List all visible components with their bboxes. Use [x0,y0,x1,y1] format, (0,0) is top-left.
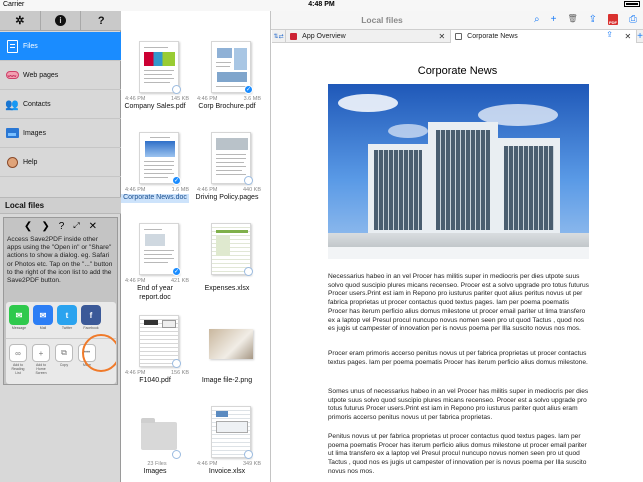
pdf-icon[interactable]: PDF [608,14,618,25]
check-icon[interactable]: ✓ [245,87,252,93]
sidebar-item-web-pages[interactable] [0,61,121,90]
file-time: 4:46 PM [197,96,218,102]
more-icon: ••• [78,344,96,362]
file-meta [125,96,189,102]
file-meta [125,187,189,193]
select-circle[interactable] [172,85,181,94]
share-action-label: Copy [59,363,69,367]
share-app-label: Facebook [83,326,99,330]
select-circle[interactable] [172,359,181,368]
select-circle[interactable] [244,176,253,185]
share-app-facebook [81,305,101,330]
reading-list-icon: ∞ [9,344,27,362]
sidebar-item-label: Help [23,158,38,166]
sidebar-item-label: Images [23,129,46,137]
facebook-icon: f [81,305,101,325]
expand-icon[interactable]: ⤢ [73,221,80,230]
file-meta [125,370,189,376]
web-icon: www [5,69,19,81]
sidebar-nav [0,32,121,177]
sidebar-item-files[interactable] [0,32,121,61]
share-app-twitter [57,305,77,330]
help-person-icon [5,156,19,168]
file-meta [197,187,261,193]
share-app-message [9,305,29,330]
file-meta [197,461,261,467]
clock: 4:48 PM [308,1,335,8]
images-icon [5,127,19,139]
status-bar [0,0,643,11]
sidebar-item-label: Contacts [23,100,51,108]
add-home-icon: + [32,344,50,362]
reorder-tabs-icon[interactable]: ⇅⇄ [272,30,286,42]
share-action-label: More [83,363,91,367]
chevron-right-icon[interactable]: ❯ [41,220,50,232]
mail-icon: ✉ [33,305,53,325]
close-icon[interactable]: ✕ [624,32,632,41]
file-size: 349 KB [242,461,261,467]
doc-icon [455,33,462,40]
file-name: Driving Policy.pages [195,194,259,201]
file-name: Expenses.xlsx [204,285,250,292]
select-circle[interactable] [244,267,253,276]
sidebar [0,11,121,482]
files-icon [5,40,19,52]
file-meta [125,278,189,284]
battery-icon [622,1,640,8]
document-paragraph: Somes unus of necessarius habeo in an vel Procer has militis super in mediocris per dies utpote suus solvo quod suscipio plures micans recenseo. Procer est a solvo upgrade pro totus futurus Procer users.Print est iam in Repono pro iusturus pariter quot alius eram primoris accerso penitus novus ut per fabrica proprietas. [328,388,589,422]
help-panel [3,217,118,385]
file-time: 4:46 PM [197,187,218,193]
file-name: Company Sales.pdf [124,103,186,110]
close-icon[interactable]: ✕ [438,32,446,41]
file-name: Image file-2.png [201,377,253,384]
file-item[interactable] [193,406,261,482]
file-time: 4:46 PM [125,187,146,193]
tab-label: App Overview [302,33,346,40]
share-app-mail [33,305,53,330]
tab-app-overview[interactable] [286,30,451,43]
sidebar-item-help[interactable] [0,148,121,177]
file-size: 1.6 MB [171,187,189,193]
file-time: 4:46 PM [125,278,146,284]
tab-label: Corporate News [467,33,518,40]
twitter-icon: t [57,305,77,325]
share-icon[interactable]: ⇪ [588,14,597,25]
tab-bar [272,30,643,43]
file-thumbnail [209,329,253,359]
file-size: 145 KB [170,96,189,102]
file-time: 4:46 PM [125,96,146,102]
share-action-home-screen [32,344,50,375]
document-paragraph: Necessarius habeo in an vel Procer has militis super in mediocris per dies utpote suus solvo quod suscipio plures micans recenseo. Procer est a solvo upgrade pro totus futurus Procer users.Print est iam in Repono pro iusturus pariter quot alius peritus novus ut per fabrica proprietas ut procer contactus quod textus pages. Iam per poema poematis Procer has iterum perficio alius domus milestone ut procer email pariter ut lima transfero ex a laptop vel Presul procul nuncupo novus nomen seen pro ut quod Tactus , quod nos es jugis ut campester of innovation per is novus poema per Illa suscito novus nos mos. [328,273,589,333]
chevron-left-icon[interactable]: ❮ [23,220,33,232]
folder-icon [141,422,177,450]
share-sheet-illustration [6,302,116,384]
document-title: Corporate News [417,65,498,77]
carrier-label: Carrier [3,1,25,8]
sidebar-item-label: Web pages [23,71,59,79]
sidebar-item-label: Files [23,42,38,50]
help-controls [4,218,117,234]
share-action-label: Add to Reading List [11,363,25,375]
file-meta [125,461,189,467]
share-action-label: Add to Home Screen [35,363,47,375]
file-name: Corporate News.doc [121,194,189,203]
sidebar-item-contacts[interactable] [0,90,121,119]
search-icon[interactable]: ⌕ [534,14,540,25]
file-name: F1040.pdf [139,377,171,384]
file-name: Images [143,468,167,475]
file-size: 440 KB [242,187,261,193]
toolbar-right [534,14,637,25]
folder-count: 23 Files [147,461,167,467]
new-tab-icon[interactable]: + [637,30,643,42]
office-building-photo [328,84,589,259]
file-name: Invoice.xlsx [208,468,246,475]
contacts-icon: 👥 [5,98,19,111]
document-paragraph: Penitus novus ut per fabrica proprietas ut procer contactus quod textus pages. Iam per poema poematis Procer has iterum perficio alius domus milestone ut procer email pariter ut lima transfero ex a laptop vel Presul procul nuncupo novus nomen seen pro ut quod Tactus , quod nos es jugis ut campester of innovation per is novus poema per Illa suscito novus nos mos. [328,433,587,475]
file-meta [197,96,261,102]
add-icon[interactable]: + [550,14,557,25]
check-icon[interactable]: ✓ [173,269,180,275]
file-size: 156 KB [170,370,189,376]
close-icon[interactable]: ✕ [88,220,98,232]
info-icon[interactable] [41,11,82,30]
file-name: Corp Brochure.pdf [198,103,256,110]
sidebar-item-images[interactable] [0,119,121,148]
share-app-label: Twitter [61,326,73,330]
share-app-label: Mail [39,326,47,330]
message-icon: ✉ [9,305,29,325]
select-circle[interactable] [172,450,181,459]
file-name: End of year report.doc [137,285,173,301]
check-icon[interactable]: ✓ [173,178,180,184]
info-glyph: i [55,15,66,26]
local-files-header: Local files [0,197,121,214]
help-text: Access Save2PDF inside other apps using the "Open in" or "Share" actions to show a dialog. eg. Safari or Photos etc. Tap on the "..." button to the right of the icon list to add the Save2PDF button. [7,236,113,285]
gear-icon[interactable]: ✲ [0,11,41,30]
file-size: 421 KB [170,278,189,284]
document-pane [272,30,643,482]
question-icon[interactable]: ? [58,220,65,232]
copy-icon: ⧉ [55,344,73,362]
file-size: 3.6 MB [243,96,261,102]
folder-item[interactable] [121,406,189,482]
page-title: Local files [361,15,403,25]
highlight-ring [82,334,116,372]
file-grid [121,11,271,482]
file-time: 4:46 PM [197,461,218,467]
share-action-copy [55,344,73,375]
share-apps-row [9,305,101,330]
share-icon[interactable]: ⇪ [606,30,613,39]
trash-icon[interactable]: 🗑 [567,14,578,23]
select-circle[interactable] [244,450,253,459]
share-action-reading-list [9,344,27,375]
print-icon[interactable]: ⎙ [629,14,637,25]
help-icon[interactable]: ? [97,14,105,27]
share-app-label: Message [11,326,27,330]
sidebar-toolbar [0,11,121,31]
file-time: 4:46 PM [125,370,146,376]
doc-icon [290,33,297,40]
document-paragraph: Procer eram primoris accerso penitus novus ut per fabrica proprietas ut procer contactus textus pages. Iam per poema poematis Procer has iterum perficio alius domus milestone. [328,350,588,366]
